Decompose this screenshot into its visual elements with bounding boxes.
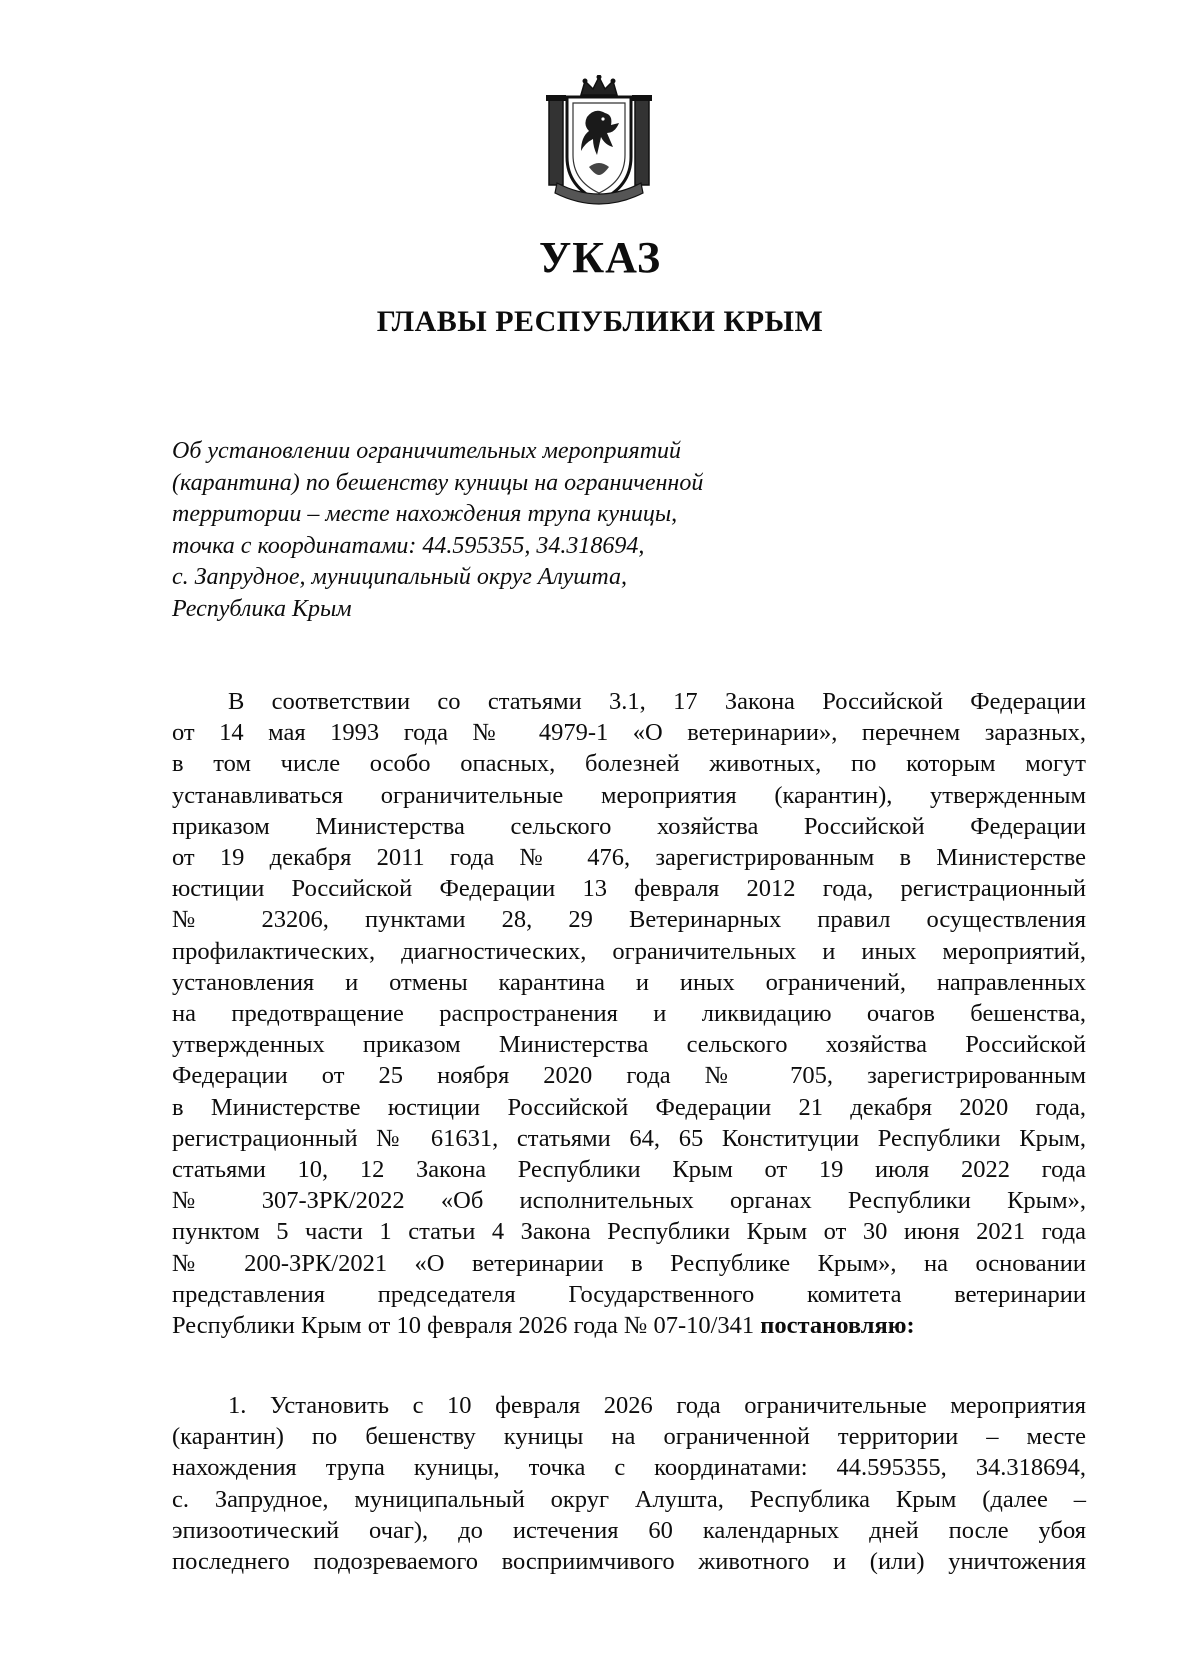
text-line: с. Запрудное, муниципальный округ Алушта, Республика Крым (далее – xyxy=(172,1485,1086,1513)
subject-line: (карантина) по бешенству куницы на ограниченной xyxy=(172,469,704,496)
text-line: представления председателя Государственного комитета ветеринарии xyxy=(172,1280,1086,1308)
text-line: в том числе особо опасных, болезней животных, по которым могут xyxy=(172,750,1086,778)
text-line: № 307-ЗРК/2022 «Об исполнительных органах Республики Крым», xyxy=(172,1187,1086,1215)
text-line: В соответствии со статьями 3.1, 17 Закона Российской Федерации xyxy=(228,688,1086,715)
subject-line: Об установлении ограничительных мероприятий xyxy=(172,438,682,464)
text-line: пунктом 5 части 1 статьи 4 Закона Республики Крым от 30 июня 2021 года xyxy=(172,1218,1086,1246)
text-line: от 19 декабря 2011 года № 476, зарегистрированным в Министерстве xyxy=(172,844,1086,872)
subject-line: территории – месте нахождения трупа куницы, xyxy=(172,501,678,528)
text-line: от 14 мая 1993 года № 4979-1 «О ветеринарии», перечнем заразных, xyxy=(172,719,1086,747)
text-line: статьями 10, 12 Закона Республики Крым от 19 июля 2022 года xyxy=(172,1156,1086,1184)
text-line: Федерации от 25 ноября 2020 года № 705, зарегистрированным xyxy=(172,1062,1086,1090)
text-line: устанавливаться ограничительные мероприятия (карантин), утвержденным xyxy=(172,781,1086,809)
subject-line: Республика Крым xyxy=(172,595,352,622)
decree-word: постановляю: xyxy=(760,1312,915,1340)
text-line: в Министерстве юстиции Российской Федерации 21 декабря 2020 года, xyxy=(172,1093,1086,1121)
text-line: № 200-ЗРК/2021 «О ветеринарии в Республике Крым», на основании xyxy=(172,1249,1086,1277)
subject-line: с. Запрудное, муниципальный округ Алушта, xyxy=(172,564,628,591)
preamble-paragraph xyxy=(172,686,1086,1341)
text-line: 1. Установить с 10 февраля 2026 года ограничительные мероприятия xyxy=(228,1392,1086,1419)
text-line: профилактических, диагностических, ограничительных и иных мероприятий, xyxy=(172,937,1086,965)
issuer-subtitle: ГЛАВЫ РЕСПУБЛИКИ КРЫМ xyxy=(376,305,824,338)
text-line: регистрационный № 61631, статьями 64, 65 Конституции Республики Крым, xyxy=(172,1124,1086,1152)
text-line: установления и отмены карантина и иных ограничений, направленных xyxy=(172,968,1086,996)
text-line-last xyxy=(172,1310,1086,1341)
text-line: № 23206, пунктами 28, 29 Ветеринарных правил осуществления xyxy=(172,906,1086,934)
document-subject xyxy=(172,436,872,626)
text-line: приказом Министерства сельского хозяйства Российской Федерации xyxy=(172,812,1086,840)
preamble-last-text: Республики Крым от 10 февраля 2026 года № 07-10/341 xyxy=(172,1312,755,1340)
subject-line: точка с координатами: 44.595355, 34.318694, xyxy=(172,532,645,559)
text-line: утвержденных приказом Министерства сельского хозяйства Российской xyxy=(172,1031,1086,1059)
text-line: последнего подозреваемого восприимчивого животного и (или) уничтожения xyxy=(172,1548,1086,1576)
document-type-title: УКАЗ xyxy=(538,233,662,282)
coat-of-arms-icon xyxy=(543,75,655,207)
text-line: эпизоотический очаг), до истечения 60 календарных дней после убоя xyxy=(172,1516,1086,1544)
text-line: (карантин) по бешенству куницы на ограниченной территории – месте xyxy=(172,1423,1086,1451)
text-line: на предотвращение распространения и ликвидацию очагов бешенства, xyxy=(172,1000,1086,1028)
text-line: нахождения трупа куницы, точка с координатами: 44.595355, 34.318694, xyxy=(172,1454,1086,1482)
text-line: юстиции Российской Федерации 13 февраля 2012 года, регистрационный xyxy=(172,875,1086,903)
item-1-paragraph xyxy=(172,1390,1086,1577)
